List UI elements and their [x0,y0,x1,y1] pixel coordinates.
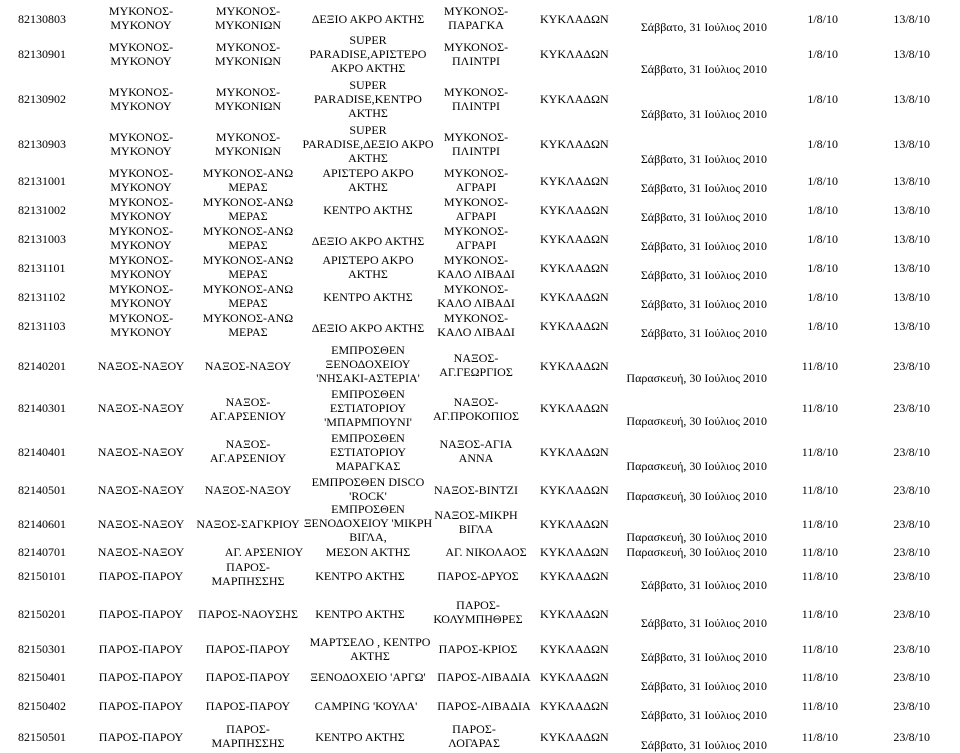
location: ΚΕΝΤΡΟ ΑΚΤΗΣ [315,569,405,583]
start-date: 1/8/10 [807,232,838,246]
location: ΕΜΠΡΟΣΘΕΝ ΕΣΤΙΑΤΟΡΙΟΥ ΜΑΡΑΓΚΑΣ [329,431,407,473]
municipality: ΝΑΞΟΣ-ΝΑΞΟΥ [97,483,185,497]
station-code: 82130901 [18,47,66,61]
start-date: 11/8/10 [801,607,838,621]
region: ΚΥΚΛΑΔΩΝ [540,12,609,26]
region: ΚΥΚΛΑΔΩΝ [540,517,609,531]
area: ΜΥΚΟΝΟΣ-ΑΝΩ ΜΕΡΑΣ [202,224,294,252]
sampling-date: Παρασκευή, 30 Ιούλιος 2010 [626,545,767,559]
end-date: 23/8/10 [893,569,930,583]
sampling-date: Σάββατο, 31 Ιούλιος 2010 [640,679,767,693]
station-code: 82131102 [18,290,66,304]
station-code: 82131001 [18,174,66,188]
region: ΚΥΚΛΑΔΩΝ [540,203,609,217]
location: ΕΜΠΡΟΣΘΕΝ ΕΣΤΙΑΤΟΡΙΟΥ 'ΜΠΑΡΜΠΟΥΝΙ' [324,387,412,429]
area: ΝΑΞΟΣ-ΣΑΓΚΡΙΟΥ [196,517,300,531]
area: ΜΥΚΟΝΟΣ- ΜΥΚΟΝΙΩΝ [214,40,282,68]
start-date: 1/8/10 [807,47,838,61]
beach: ΝΑΞΟΣ-ΜΙΚΡΗ ΒΙΓΛΑ [434,508,518,536]
beach: ΠΑΡΟΣ- ΛΟΓΑΡΑΣ [448,722,500,750]
sampling-date: Σάββατο, 31 Ιούλιος 2010 [640,708,767,722]
start-date: 11/8/10 [801,670,838,684]
start-date: 11/8/10 [801,359,838,373]
area: ΝΑΞΟΣ- ΑΓ.ΑΡΣΕΝΙΟΥ [209,437,287,465]
end-date: 23/8/10 [893,607,930,621]
beach: ΝΑΞΟΣ- ΑΓ.ΓΕΩΡΓΙΟΣ [439,351,513,379]
location: ΚΕΝΤΡΟ ΑΚΤΗΣ [323,203,413,217]
station-code: 82150401 [18,670,66,684]
area: ΜΥΚΟΝΟΣ-ΑΝΩ ΜΕΡΑΣ [202,195,294,223]
beach: ΜΥΚΟΝΟΣ- ΑΓΡΑΡΙ [443,166,509,194]
beach: ΝΑΞΟΣ- ΑΓ.ΠΡΟΚΟΠΙΟΣ [433,395,519,423]
location: SUPER PARADISE,ΚΕΝΤΡΟ ΑΚΤΗΣ [314,78,422,120]
end-date: 23/8/10 [893,699,930,713]
beach: ΜΥΚΟΝΟΣ- ΚΑΛΟ ΛΙΒΑΔΙ [437,282,515,310]
beach: ΠΑΡΟΣ-ΛΙΒΑΔΙΑ [437,670,531,684]
municipality: ΝΑΞΟΣ-ΝΑΞΟΥ [97,359,185,373]
region: ΚΥΚΛΑΔΩΝ [540,670,609,684]
area: ΝΑΞΟΣ-ΝΑΞΟΥ [204,359,292,373]
end-date: 13/8/10 [893,174,930,188]
location: ΚΕΝΤΡΟ ΑΚΤΗΣ [315,607,405,621]
end-date: 23/8/10 [893,359,930,373]
area: ΜΥΚΟΝΟΣ-ΑΝΩ ΜΕΡΑΣ [202,282,294,310]
region: ΚΥΚΛΑΔΩΝ [540,545,609,559]
municipality: ΜΥΚΟΝΟΣ- ΜΥΚΟΝΟΥ [108,282,174,310]
beach: ΠΑΡΟΣ-ΚΡΙΟΣ [438,642,518,656]
station-code: 82131103 [18,319,66,333]
end-date: 23/8/10 [893,445,930,459]
start-date: 11/8/10 [801,699,838,713]
sampling-date: Παρασκευή, 30 Ιούλιος 2010 [626,459,767,473]
end-date: 13/8/10 [893,12,930,26]
region: ΚΥΚΛΑΔΩΝ [540,174,609,188]
beach: ΜΥΚΟΝΟΣ- ΚΑΛΟ ΛΙΒΑΔΙ [437,253,515,281]
end-date: 13/8/10 [893,319,930,333]
location: ΕΜΠΡΟΣΘΕΝ ΞΕΝΟΔΟΧΕΙΟΥ 'ΜΙΚΡΗ ΒΙΓΛΑ, [303,502,433,544]
area: ΜΥΚΟΝΟΣ- ΜΥΚΟΝΙΩΝ [214,130,282,158]
start-date: 1/8/10 [807,137,838,151]
area: ΠΑΡΟΣ-ΠΑΡΟΥ [205,670,291,684]
sampling-date: Σάββατο, 31 Ιούλιος 2010 [640,181,767,195]
municipality: ΠΑΡΟΣ-ΠΑΡΟΥ [98,699,184,713]
region: ΚΥΚΛΑΔΩΝ [540,642,609,656]
end-date: 13/8/10 [893,47,930,61]
municipality: ΠΑΡΟΣ-ΠΑΡΟΥ [98,569,184,583]
municipality: ΜΥΚΟΝΟΣ- ΜΥΚΟΝΟΥ [108,40,174,68]
area: ΠΑΡΟΣ-ΠΑΡΟΥ [205,699,291,713]
start-date: 11/8/10 [801,545,838,559]
location: SUPER PARADISE,ΔΕΞΙΟ ΑΚΡΟ ΑΚΤΗΣ [302,123,434,165]
municipality: ΜΥΚΟΝΟΣ- ΜΥΚΟΝΟΥ [108,253,174,281]
station-code: 82140201 [18,359,66,373]
start-date: 11/8/10 [801,642,838,656]
beach: ΠΑΡΟΣ-ΔΡΥΟΣ [437,569,519,583]
sampling-date: Παρασκευή, 30 Ιούλιος 2010 [626,530,767,544]
start-date: 1/8/10 [807,92,838,106]
area: ΜΥΚΟΝΟΣ-ΑΝΩ ΜΕΡΑΣ [202,166,294,194]
end-date: 23/8/10 [893,401,930,415]
beach: ΜΥΚΟΝΟΣ- ΚΑΛΟ ΛΙΒΑΔΙ [437,311,515,339]
region: ΚΥΚΛΑΔΩΝ [540,92,609,106]
location: ΔΕΞΙΟ ΑΚΡΟ ΑΚΤΗΣ [311,234,425,248]
municipality: ΜΥΚΟΝΟΣ- ΜΥΚΟΝΟΥ [108,311,174,339]
sampling-date: Σάββατο, 31 Ιούλιος 2010 [640,152,767,166]
station-code: 82150201 [18,607,66,621]
region: ΚΥΚΛΑΔΩΝ [540,483,609,497]
location: ΑΡΙΣΤΕΡΟ ΑΚΡΟ ΑΚΤΗΣ [322,253,414,281]
sampling-date: Σάββατο, 31 Ιούλιος 2010 [640,20,767,34]
beach: ΠΑΡΟΣ-ΛΙΒΑΔΙΑ [437,699,531,713]
region: ΚΥΚΛΑΔΩΝ [540,699,609,713]
beach: ΠΑΡΟΣ- ΚΟΛΥΜΠΗΘΡΕΣ [433,598,523,626]
location: ΕΜΠΡΟΣΘΕΝ ΞΕΝΟΔΟΧΕΙΟΥ 'ΝΗΣΑΚΙ-ΑΣΤΕΡΙΑ' [316,343,420,385]
end-date: 23/8/10 [893,517,930,531]
station-code: 82131101 [18,261,66,275]
location: ΔΕΞΙΟ ΑΚΡΟ ΑΚΤΗΣ [311,12,425,26]
station-code: 82150301 [18,642,66,656]
location: ΚΕΝΤΡΟ ΑΚΤΗΣ [323,290,413,304]
end-date: 13/8/10 [893,92,930,106]
end-date: 23/8/10 [893,670,930,684]
location: ΔΕΞΙΟ ΑΚΡΟ ΑΚΤΗΣ [311,321,425,335]
area: ΠΑΡΟΣ-ΝΑΟΥΣΗΣ [198,607,298,621]
region: ΚΥΚΛΑΔΩΝ [540,319,609,333]
station-code: 82140701 [18,545,66,559]
location: CAMPING 'ΚΟΥΛΑ' [314,699,418,713]
start-date: 11/8/10 [801,730,838,744]
start-date: 11/8/10 [801,483,838,497]
region: ΚΥΚΛΑΔΩΝ [540,730,609,744]
area: ΜΥΚΟΝΟΣ- ΜΥΚΟΝΙΩΝ [214,4,282,32]
location: ΜΕΣΟΝ ΑΚΤΗΣ [325,545,411,559]
area: ΠΑΡΟΣ-ΠΑΡΟΥ [205,642,291,656]
beach: ΝΑΞΟΣ-ΑΓΙΑ ΑΝΝΑ [439,437,513,465]
sampling-date: Σάββατο, 31 Ιούλιος 2010 [640,107,767,121]
end-date: 23/8/10 [893,483,930,497]
area: ΝΑΞΟΣ-ΝΑΞΟΥ [204,483,292,497]
region: ΚΥΚΛΑΔΩΝ [540,137,609,151]
beach: ΜΥΚΟΝΟΣ- ΑΓΡΑΡΙ [443,224,509,252]
start-date: 1/8/10 [807,203,838,217]
municipality: ΝΑΞΟΣ-ΝΑΞΟΥ [97,545,185,559]
station-code: 82150101 [18,569,66,583]
station-code: 82131003 [18,232,66,246]
location: ΜΑΡΤΣΕΛΟ , ΚΕΝΤΡΟ ΑΚΤΗΣ [309,635,431,663]
end-date: 23/8/10 [893,730,930,744]
end-date: 13/8/10 [893,203,930,217]
end-date: 13/8/10 [893,290,930,304]
municipality: ΝΑΞΟΣ-ΝΑΞΟΥ [97,517,185,531]
location: ΚΕΝΤΡΟ ΑΚΤΗΣ [315,730,405,744]
start-date: 11/8/10 [801,569,838,583]
municipality: ΜΥΚΟΝΟΣ- ΜΥΚΟΝΟΥ [108,224,174,252]
sampling-date: Παρασκευή, 30 Ιούλιος 2010 [626,489,767,503]
start-date: 1/8/10 [807,319,838,333]
municipality: ΜΥΚΟΝΟΣ- ΜΥΚΟΝΟΥ [108,166,174,194]
end-date: 23/8/10 [893,545,930,559]
end-date: 13/8/10 [893,261,930,275]
area: ΝΑΞΟΣ- ΑΓ.ΑΡΣΕΝΙΟΥ [209,395,287,423]
sampling-date: Σάββατο, 31 Ιούλιος 2010 [640,239,767,253]
end-date: 13/8/10 [893,232,930,246]
municipality: ΠΑΡΟΣ-ΠΑΡΟΥ [98,607,184,621]
region: ΚΥΚΛΑΔΩΝ [540,290,609,304]
station-code: 82140501 [18,483,66,497]
sampling-date: Σάββατο, 31 Ιούλιος 2010 [640,650,767,664]
sampling-date: Σάββατο, 31 Ιούλιος 2010 [640,326,767,340]
municipality: ΜΥΚΟΝΟΣ- ΜΥΚΟΝΟΥ [108,195,174,223]
region: ΚΥΚΛΑΔΩΝ [540,359,609,373]
region: ΚΥΚΛΑΔΩΝ [540,569,609,583]
station-code: 82131002 [18,203,66,217]
location: ΑΡΙΣΤΕΡΟ ΑΚΡΟ ΑΚΤΗΣ [322,166,414,194]
region: ΚΥΚΛΑΔΩΝ [540,401,609,415]
station-code: 82140601 [18,517,66,531]
sampling-date: Σάββατο, 31 Ιούλιος 2010 [640,62,767,76]
station-code: 82130803 [18,12,66,26]
municipality: ΠΑΡΟΣ-ΠΑΡΟΥ [98,670,184,684]
region: ΚΥΚΛΑΔΩΝ [540,607,609,621]
area: ΠΑΡΟΣ- ΜΑΡΠΗΣΣΗΣ [211,722,285,750]
location: ΕΜΠΡΟΣΘΕΝ DISCO 'ROCK' [311,475,425,503]
station-code: 82150402 [18,699,66,713]
municipality: ΝΑΞΟΣ-ΝΑΞΟΥ [97,445,185,459]
beach: ΜΥΚΟΝΟΣ- ΠΛΙΝΤΡΙ [443,85,509,113]
end-date: 13/8/10 [893,137,930,151]
start-date: 11/8/10 [801,445,838,459]
start-date: 1/8/10 [807,174,838,188]
municipality: ΝΑΞΟΣ-ΝΑΞΟΥ [97,401,185,415]
area: ΜΥΚΟΝΟΣ-ΑΝΩ ΜΕΡΑΣ [202,311,294,339]
sampling-date: Σάββατο, 31 Ιούλιος 2010 [640,210,767,224]
region: ΚΥΚΛΑΔΩΝ [540,232,609,246]
beach: ΜΥΚΟΝΟΣ- ΑΓΡΑΡΙ [443,195,509,223]
start-date: 11/8/10 [801,401,838,415]
station-code: 82130902 [18,92,66,106]
station-code: 82150501 [18,730,66,744]
sampling-date: Παρασκευή, 30 Ιούλιος 2010 [626,371,767,385]
sampling-date: Σάββατο, 31 Ιούλιος 2010 [640,616,767,630]
beach: ΜΥΚΟΝΟΣ- ΠΛΙΝΤΡΙ [443,130,509,158]
station-code: 82130903 [18,137,66,151]
beach: ΝΑΞΟΣ-ΒΙΝΤΖΙ [433,483,519,497]
region: ΚΥΚΛΑΔΩΝ [540,47,609,61]
municipality: ΜΥΚΟΝΟΣ- ΜΥΚΟΝΟΥ [108,4,174,32]
region: ΚΥΚΛΑΔΩΝ [540,445,609,459]
sampling-date: Παρασκευή, 30 Ιούλιος 2010 [626,414,767,428]
start-date: 1/8/10 [807,290,838,304]
sampling-date: Σάββατο, 31 Ιούλιος 2010 [640,738,767,752]
start-date: 11/8/10 [801,517,838,531]
beach: ΑΓ. ΝΙΚΟΛΑΟΣ [445,545,527,559]
area: ΑΓ. ΑΡΣΕΝΙΟΥ [224,545,304,559]
municipality: ΠΑΡΟΣ-ΠΑΡΟΥ [98,730,184,744]
station-code: 82140301 [18,401,66,415]
area: ΜΥΚΟΝΟΣ- ΜΥΚΟΝΙΩΝ [214,85,282,113]
location: SUPER PARADISE,ΑΡΙΣΤΕΡΟ ΑΚΡΟ ΑΚΤΗΣ [309,33,427,75]
municipality: ΜΥΚΟΝΟΣ- ΜΥΚΟΝΟΥ [108,85,174,113]
station-code: 82140401 [18,445,66,459]
start-date: 1/8/10 [807,261,838,275]
sampling-date: Σάββατο, 31 Ιούλιος 2010 [640,268,767,282]
area: ΜΥΚΟΝΟΣ-ΑΝΩ ΜΕΡΑΣ [202,253,294,281]
municipality: ΜΥΚΟΝΟΣ- ΜΥΚΟΝΟΥ [108,130,174,158]
region: ΚΥΚΛΑΔΩΝ [540,261,609,275]
start-date: 1/8/10 [807,12,838,26]
end-date: 23/8/10 [893,642,930,656]
beach: ΜΥΚΟΝΟΣ- ΠΑΡΑΓΚΑ [443,4,509,32]
location: ΞΕΝΟΔΟΧΕΙΟ 'ΑΡΓΩ' [310,670,426,684]
sampling-date: Σάββατο, 31 Ιούλιος 2010 [640,297,767,311]
beach: ΜΥΚΟΝΟΣ- ΠΛΙΝΤΡΙ [443,40,509,68]
area: ΠΑΡΟΣ- ΜΑΡΠΗΣΣΗΣ [211,560,285,588]
municipality: ΠΑΡΟΣ-ΠΑΡΟΥ [98,642,184,656]
sampling-date: Σάββατο, 31 Ιούλιος 2010 [640,578,767,592]
